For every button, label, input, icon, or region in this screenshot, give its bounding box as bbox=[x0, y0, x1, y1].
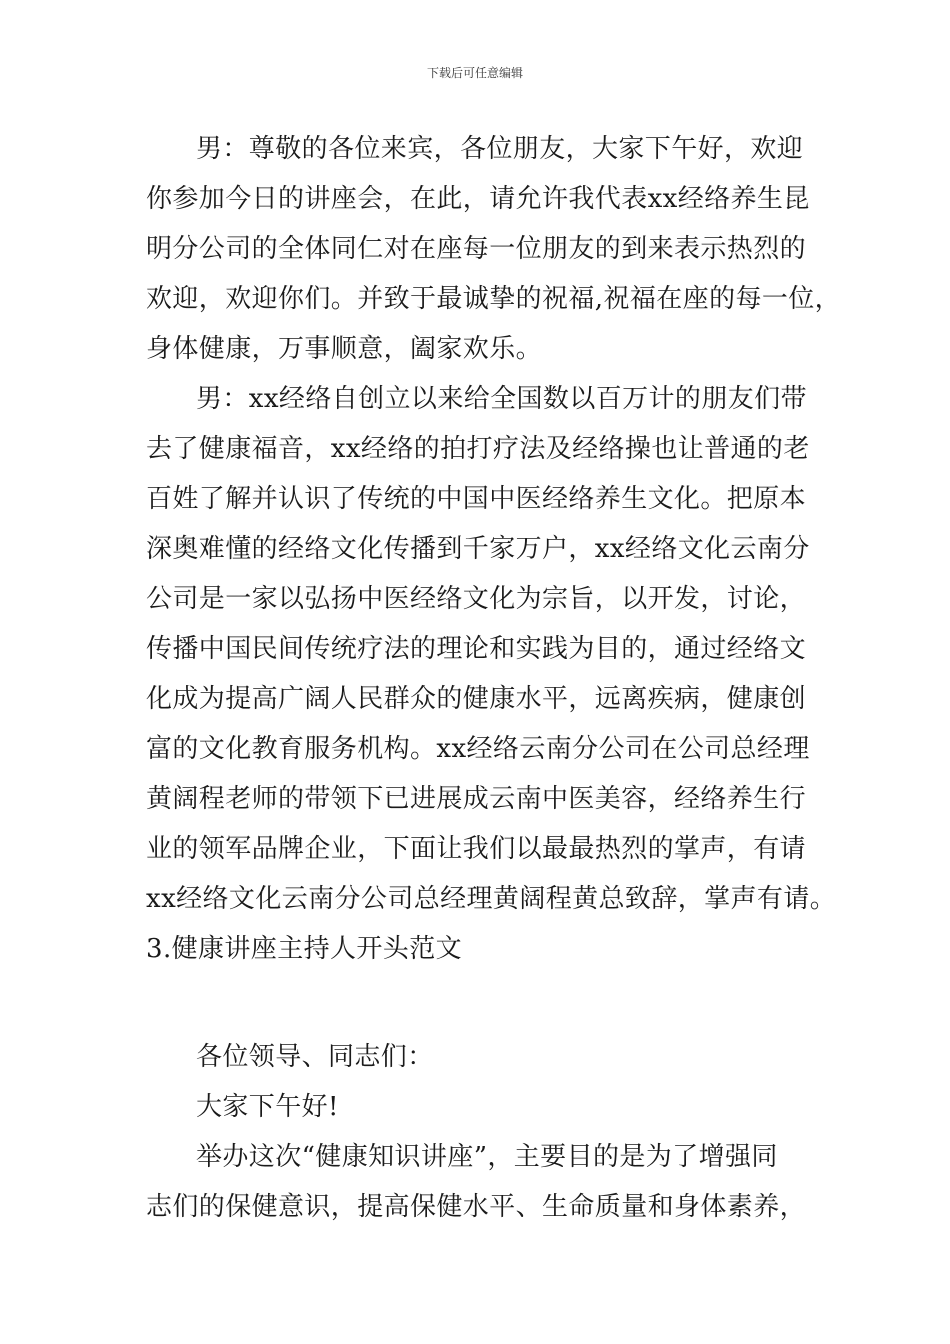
paragraph-lecture-purpose bbox=[146, 1132, 816, 1232]
greeting: 大家下午好! bbox=[196, 1092, 339, 1122]
text-line: 富的文化教育服务机构。xx经络云南分公司在公司总经理 bbox=[146, 734, 810, 764]
text-line: 公司是一家以弘扬中医经络文化为宗旨，以开发，讨论， bbox=[146, 584, 807, 614]
salutation: 各位领导、同志们： bbox=[196, 1042, 434, 1072]
spacer bbox=[146, 974, 816, 1032]
text-line: 明分公司的全体同仁对在座每一位朋友的到来表示热烈的 bbox=[146, 234, 807, 264]
text-line: 身体健康，万事顺意，阖家欢乐。 bbox=[146, 334, 543, 364]
text-line: 化成为提高广阔人民群众的健康水平，远离疾病，健康创 bbox=[146, 684, 807, 714]
text-line: xx经络文化云南分公司总经理黄阔程黄总致辞，掌声有请。 bbox=[146, 884, 837, 914]
page-header-note: 下载后可任意编辑 bbox=[426, 66, 523, 80]
text-line: 男：xx经络自创立以来给全国数以百万计的朋友们带 bbox=[196, 384, 807, 414]
paragraph-host-welcome bbox=[146, 124, 842, 374]
text-line: 业的领军品牌企业，下面让我们以最最热烈的掌声，有请 bbox=[146, 834, 807, 864]
text-line: 百姓了解并认识了传统的中国中医经络养生文化。把原本 bbox=[146, 484, 807, 514]
section-heading: 3.健康讲座主持人开头范文 bbox=[146, 934, 463, 964]
text-line: 黄阔程老师的带领下已进展成云南中医美容，经络养生行 bbox=[146, 784, 807, 814]
text-line: 传播中国民间传统疗法的理论和实践为目的，通过经络文 bbox=[146, 634, 807, 664]
paragraph-company-intro bbox=[146, 374, 837, 924]
text-line: 欢迎，欢迎你们。并致于最诚挚的祝福,祝福在座的每一位， bbox=[146, 284, 842, 314]
text-line: 深奥难懂的经络文化传播到千家万户，xx经络文化云南分 bbox=[146, 534, 810, 564]
text-line: 男：尊敬的各位来宾，各位朋友，大家下午好，欢迎 bbox=[196, 134, 804, 164]
text-line: 志们的保健意识，提高保健水平、生命质量和身体素养， bbox=[146, 1192, 807, 1222]
text-line: 你参加今日的讲座会，在此，请允许我代表xx经络养生昆 bbox=[146, 184, 810, 214]
text-line: 举办这次“健康知识讲座”，主要目的是为了增强同 bbox=[196, 1142, 778, 1172]
text-line: 去了健康福音，xx经络的拍打疗法及经络操也让普通的老 bbox=[146, 434, 810, 464]
document-body bbox=[146, 124, 842, 1232]
